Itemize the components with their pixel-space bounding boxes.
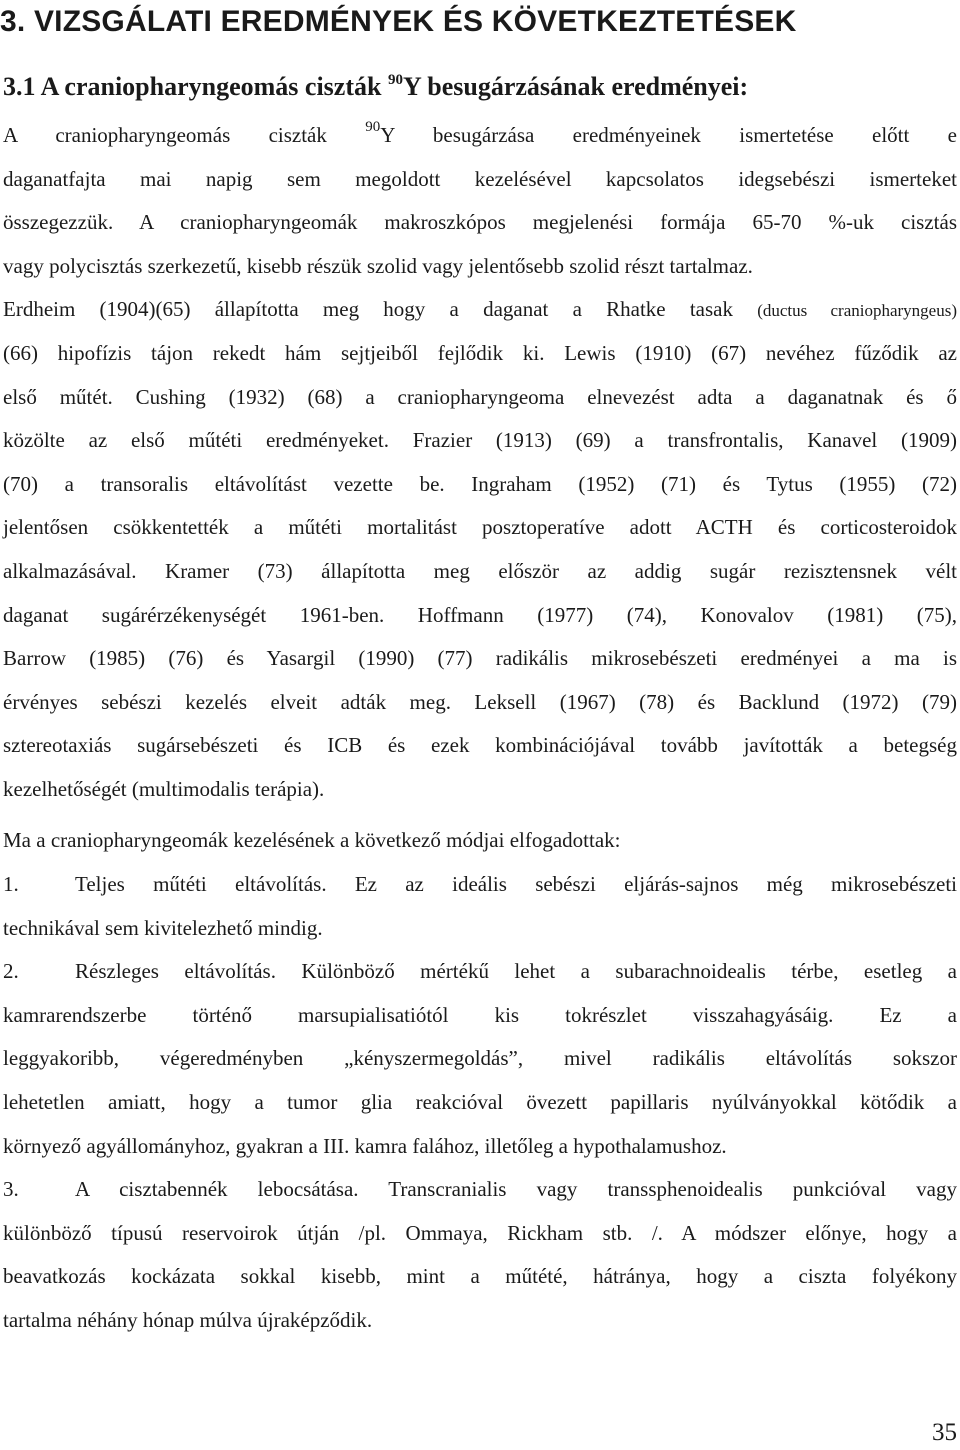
text-line: A cisztabennék lebocsátása. Transcranialis vagy transsphenoidealis punkcióval vagy xyxy=(75,1177,957,1202)
intro-line1-suffix: Y besugárzása eredményeinek ismertetése előtt e xyxy=(380,123,957,147)
section-title-suffix: Y besugárzásának eredményei: xyxy=(402,72,749,101)
methods-intro-paragraph xyxy=(3,819,957,863)
ductus-note: (ductus craniopharyngeus) xyxy=(757,301,957,321)
chapter-title: 3. VIZSGÁLATI EREDMÉNYEK ÉS KÖVETKEZTETÉSEK xyxy=(0,5,797,38)
text-line: érvényes sebészi kezelés elveit adták meg. Leksell (1967) (78) és Backlund (1972) (79) xyxy=(3,689,957,714)
text-line: daganatfajta mai napig sem megoldott kezelésével kapcsolatos idegsebészi ismerteket xyxy=(3,166,957,191)
text-line xyxy=(3,288,957,332)
list-item-number: 3. xyxy=(3,1177,19,1202)
text-line: technikával sem kivitelezhető mindig. xyxy=(3,915,323,940)
text-line: Részleges eltávolítás. Különböző mértékű lehet a subarachnoidealis térbe, esetleg a xyxy=(75,959,957,984)
section-title-superscript: 90 xyxy=(387,72,403,88)
text-line: sztereotaxiás sugársebészeti és ICB és ezek kombinációjával tovább javították a betegség xyxy=(3,733,957,758)
text-line: első műtét. Cushing (1932) (68) a craniopharyngeoma elnevezést adta a daganatnak és ő xyxy=(3,384,957,409)
methods-intro: Ma a craniopharyngeomák kezelésének a következő módjai elfogadottak: xyxy=(3,828,621,852)
list-item-number: 1. xyxy=(3,872,19,896)
text-line: (70) a transoralis eltávolítást vezette be. Ingraham (1952) (71) és Tytus (1955) (72) xyxy=(3,471,957,496)
section-title xyxy=(3,70,748,104)
text-line: különböző típusú reservoirok útján /pl. Ommaya, Rickham stb. /. A módszer előnye, hogy a xyxy=(3,1220,957,1245)
text-line: Teljes műtéti eltávolítás. Ez az ideális sebészi eljárás-sajnos még mikrosebészeti xyxy=(75,872,957,896)
text-line: tartalma néhány hónap múlva újraképződik. xyxy=(3,1307,373,1332)
erdheim-text: Erdheim (1904)(65) állapította meg hogy a daganat a Rhatke tasak xyxy=(3,297,758,322)
intro-line1-superscript: 90 xyxy=(365,119,381,135)
list-item xyxy=(3,950,957,1168)
text-line: daganat sugárérzékenységét 1961-ben. Hoffmann (1977) (74), Konovalov (1981) (75), xyxy=(3,602,957,627)
text-line: környező agyállományhoz, gyakran a III. kamra falához, illetőleg a hypothalamushoz. xyxy=(3,1133,727,1158)
intro-paragraph xyxy=(3,114,957,812)
text-line: (66) hipofízis tájon rekedt hám sejtjeiből fejlődik ki. Lewis (1910) (67) nevéhez fűződik az xyxy=(3,340,957,365)
text-line: közölte az első műtéti eredményeket. Frazier (1913) (69) a transfrontalis, Kanavel (1909) xyxy=(3,428,957,453)
list-item-number: 2. xyxy=(3,959,19,984)
text-line: leggyakoribb, végeredményben „kényszermegoldás”, mivel radikális eltávolítás sokszor xyxy=(3,1046,957,1071)
text-line: alkalmazásával. Kramer (73) állapította meg először az addig sugár rezisztensnek vélt xyxy=(3,558,957,583)
text-line: vagy polycisztás szerkezetű, kisebb részük szolid vagy jelentősebb szolid részt tartalmaz. xyxy=(3,253,753,278)
text-line: lehetetlen amiatt, hogy a tumor glia reakcióval övezett papillaris nyúlványokkal kötődik a xyxy=(3,1089,957,1114)
page-number: 35 xyxy=(932,1419,957,1446)
text-line xyxy=(3,114,957,158)
section-title-prefix: 3.1 A craniopharyngeomás ciszták xyxy=(3,72,388,101)
intro-line1-prefix: A craniopharyngeomás ciszták xyxy=(3,123,366,147)
list-item xyxy=(3,863,957,950)
text-line: jelentősen csökkentették a műtéti mortalitást posztoperatíve adott ACTH és corticosteroidok xyxy=(3,515,957,540)
text-line: kezelhetőségét (multimodalis terápia). xyxy=(3,776,325,801)
text-line: beavatkozás kockázata sokkal kisebb, mint a műtété, hátránya, hogy a ciszta folyékony xyxy=(3,1264,957,1289)
text-line: Barrow (1985) (76) és Yasargil (1990) (77) radikális mikrosebészeti eredményei a ma is xyxy=(3,646,957,671)
list-item xyxy=(3,1168,957,1342)
methods-list xyxy=(3,863,957,1343)
text-line: kamrarendszerbe történő marsupialisatiótól kis tokrészlet visszahagyásáig. Ez a xyxy=(3,1002,957,1027)
text-line: összegezzük. A craniopharyngeomák makroszkópos megjelenési formája 65-70 %-uk cisztás xyxy=(3,210,957,235)
